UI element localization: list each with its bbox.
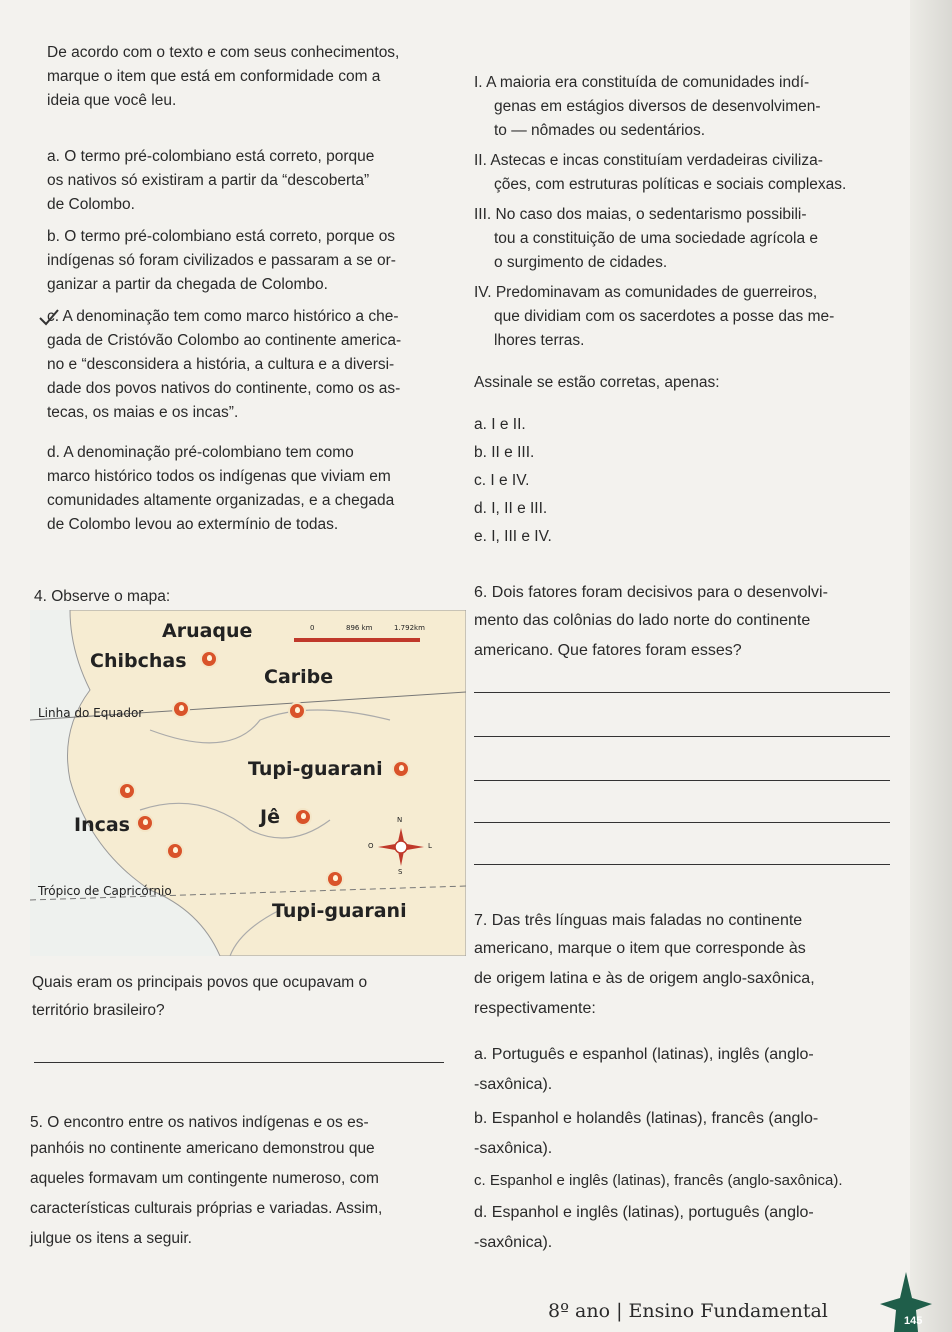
statements-prompt: Assinale se estão corretas, apenas: [474, 374, 720, 391]
choice-e[interactable]: e. I, III e IV. [474, 528, 552, 545]
q3-option-d[interactable]: d. A denominação pré-colombiano tem como [47, 444, 354, 461]
q5-line: panhóis no continente americano demonstrou que [30, 1140, 375, 1157]
statement-1-line: to — nômades ou sedentários. [494, 122, 706, 139]
statement-1: I. A maioria era constituída de comunidades indí- [474, 74, 810, 91]
statement-3-line: tou a constituição de uma sociedade agrícola e [494, 230, 818, 247]
q4-title: 4. Observe o mapa: [34, 588, 171, 605]
choice-c[interactable]: c. I e IV. [474, 472, 530, 489]
q3-option-c-line: dade dos povos nativos do continente, como os as- [47, 380, 401, 397]
map-label-chibchas: Chibchas [90, 650, 187, 672]
q7-option-d[interactable]: d. Espanhol e inglês (latinas), português (anglo- [474, 1204, 814, 1221]
page-fold-shadow [910, 0, 952, 1332]
statement-2-line: ções, com estruturas políticas e sociais complexas. [494, 176, 847, 193]
q6-answer-line[interactable] [474, 692, 890, 693]
location-pin-icon [136, 814, 154, 832]
statement-4-line: lhores terras. [494, 332, 585, 349]
q6-answer-line[interactable] [474, 822, 890, 823]
statement-1-line: genas em estágios diversos de desenvolvimen- [494, 98, 821, 115]
q6-line: mento das colônias do lado norte do continente [474, 612, 811, 629]
q7-line: respectivamente: [474, 1000, 596, 1017]
q7-line: americano, marque o item que corresponde às [474, 940, 806, 957]
q7-option-b-line: -saxônica). [474, 1140, 553, 1157]
compass-east: L [428, 842, 432, 850]
q7-line: 7. Das três línguas mais faladas no continente [474, 912, 803, 929]
q7-option-c[interactable]: c. Espanhol e inglês (latinas), francês (anglo-saxônica). [474, 1172, 843, 1189]
map-label-caribe: Caribe [264, 666, 334, 688]
footer-grade: 8º ano | Ensino Fundamental [548, 1300, 828, 1322]
statement-3-line: o surgimento de cidades. [494, 254, 668, 271]
statement-4-line: que dividiam com os sacerdotes a posse das me- [494, 308, 835, 325]
q4-answer-line[interactable] [34, 1062, 444, 1063]
page-number: 145 [904, 1315, 923, 1327]
location-pin-icon [172, 700, 190, 718]
q5-line: características culturais próprias e variadas. Assim, [30, 1200, 383, 1217]
q5-line: julgue os itens a seguir. [30, 1230, 192, 1247]
q6-line: 6. Dois fatores foram decisivos para o desenvolvi- [474, 584, 828, 601]
statement-2: II. Astecas e incas constituíam verdadeiras civiliza- [474, 152, 823, 169]
statement-4: IV. Predominavam as comunidades de guerreiros, [474, 284, 818, 301]
q7-option-a[interactable]: a. Português e espanhol (latinas), inglês (anglo- [474, 1046, 814, 1063]
location-pin-icon [166, 842, 184, 860]
q3-option-b-line: ganizar a partir da chegada de Colombo. [47, 276, 328, 293]
compass-west: O [368, 842, 374, 850]
q5-line: 5. O encontro entre os nativos indígenas e os es- [30, 1114, 369, 1131]
q3-option-a-line: os nativos só existiram a partir da “descoberta” [47, 172, 370, 189]
q4-question-line: Quais eram os principais povos que ocupavam o [32, 974, 368, 991]
choice-b[interactable]: b. II e III. [474, 444, 535, 461]
choice-d[interactable]: d. I, II e III. [474, 500, 548, 517]
map-label-aruaque: Aruaque [162, 620, 253, 642]
q3-option-c-line: no e “desconsidera a história, a cultura e a diversi- [47, 356, 395, 373]
check-mark-icon [38, 308, 60, 328]
q3-option-d-line: de Colombo levou ao extermínio de todas. [47, 516, 339, 533]
q7-line: de origem latina e às de origem anglo-saxônica, [474, 970, 815, 987]
q3-option-d-line: marco histórico todos os indígenas que viviam em [47, 468, 391, 485]
q4-question-line: território brasileiro? [32, 1002, 165, 1019]
compass-south: S [398, 868, 403, 876]
map [30, 610, 466, 956]
q6-answer-line[interactable] [474, 864, 890, 865]
q3-option-b-line: indígenas só foram civilizados e passaram a se or- [47, 252, 396, 269]
q7-option-b[interactable]: b. Espanhol e holandês (latinas), francês (anglo- [474, 1110, 819, 1127]
map-label-tupi-guarani-south: Tupi-guarani [272, 900, 407, 922]
q3-option-b[interactable]: b. O termo pré-colombiano está correto, porque os [47, 228, 396, 245]
map-label-je: Jê [260, 806, 280, 828]
map-label-tropic: Trópico de Capricórnio [38, 884, 172, 898]
compass-icon [366, 822, 436, 872]
map-label-incas: Incas [74, 814, 130, 836]
q3-option-a[interactable]: a. O termo pré-colombiano está correto, porque [47, 148, 375, 165]
compass-north: N [397, 816, 403, 824]
q3-option-d-line: comunidades altamente organizadas, e a chegada [47, 492, 395, 509]
location-pin-icon [392, 760, 410, 778]
q7-option-a-line: -saxônica). [474, 1076, 553, 1093]
map-label-equator: Linha do Equador [38, 706, 144, 720]
q3-option-c-line: tecas, os maias e os incas”. [47, 404, 239, 421]
q5-line: aqueles formavam um contingente numeroso, com [30, 1170, 379, 1187]
q6-answer-line[interactable] [474, 736, 890, 737]
location-pin-icon [294, 808, 312, 826]
map-label-tupi-guarani-north: Tupi-guarani [248, 758, 383, 780]
compass-rose [366, 816, 436, 876]
choice-a[interactable]: a. I e II. [474, 416, 526, 433]
location-pin-icon [288, 702, 306, 720]
q3-intro-line: marque o item que está em conformidade com a [47, 68, 381, 85]
q3-intro-line: ideia que você leu. [47, 92, 177, 109]
q3-option-a-line: de Colombo. [47, 196, 135, 213]
location-pin-icon [326, 870, 344, 888]
q6-line: americano. Que fatores foram esses? [474, 642, 742, 659]
q3-option-c[interactable]: c. A denominação tem como marco histórico a che- [47, 308, 399, 325]
statement-3: III. No caso dos maias, o sedentarismo possibili- [474, 206, 807, 223]
q7-option-d-line: -saxônica). [474, 1234, 553, 1251]
location-pin-icon [200, 650, 218, 668]
scale-zero: 0 [310, 624, 315, 632]
q3-intro-line: De acordo com o texto e com seus conhecimentos, [47, 44, 400, 61]
q6-answer-line[interactable] [474, 780, 890, 781]
scale-max: 1.792km [394, 624, 425, 632]
scale-mid: 896 km [346, 624, 373, 632]
location-pin-icon [118, 782, 136, 800]
q3-option-c-line: gada de Cristóvão Colombo ao continente america- [47, 332, 402, 349]
